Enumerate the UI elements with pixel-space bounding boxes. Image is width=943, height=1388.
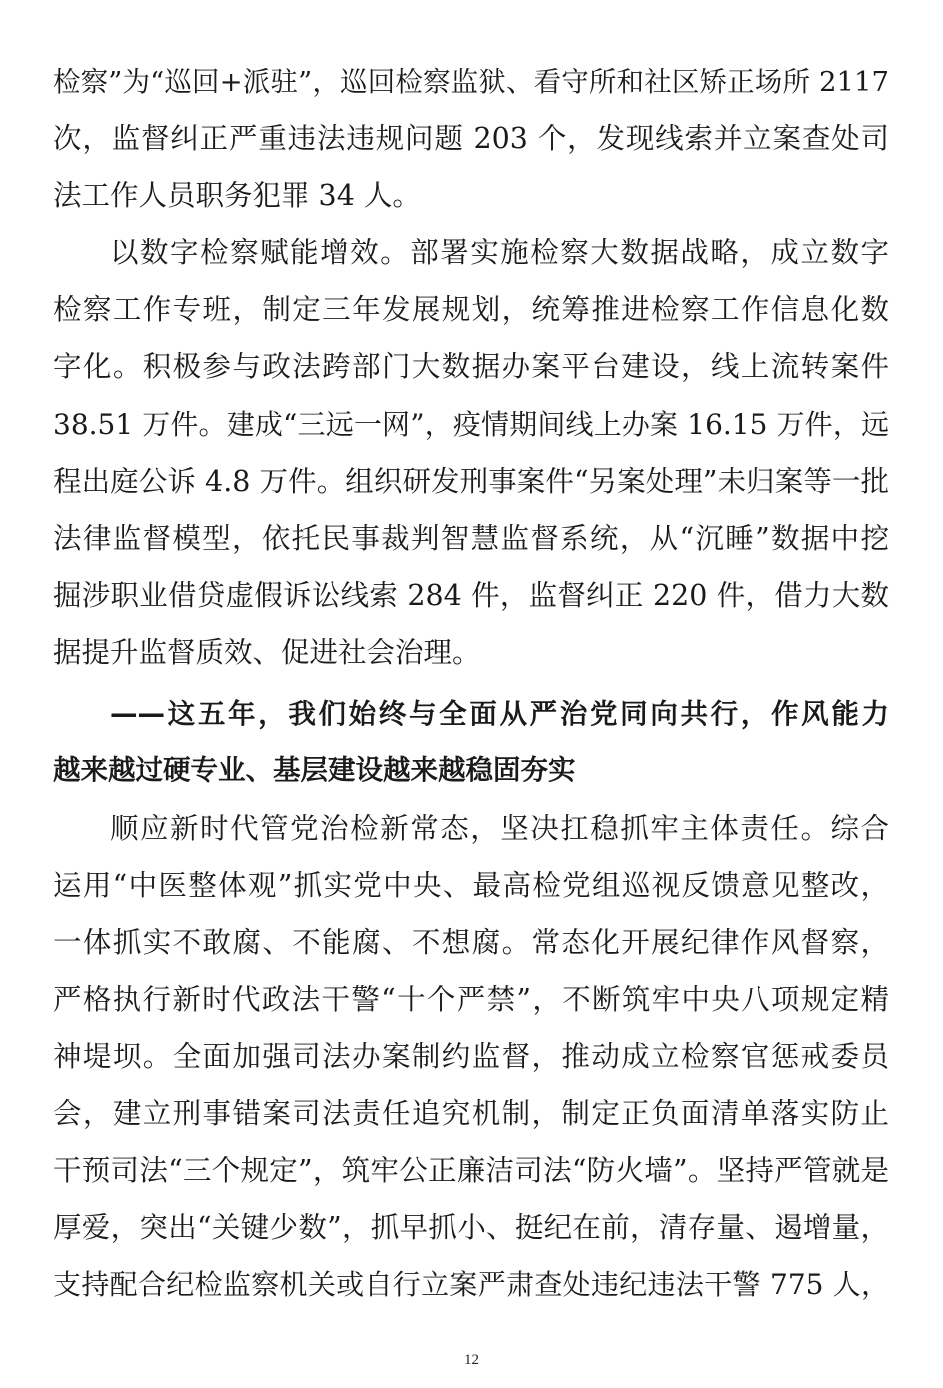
text-line: 字化。积极参与政法跨部门大数据办案平台建设，线上流转案件 bbox=[53, 350, 889, 383]
text-line: 掘涉职业借贷虚假诉讼线索 284 件，监督纠正 220 件，借力大数 bbox=[53, 579, 889, 612]
text-line: 严格执行新时代政法干警“十个严禁”，不断筑牢中央八项规定精 bbox=[53, 983, 889, 1016]
text-line: 检察”为“巡回+派驻”，巡回检察监狱、看守所和社区矫正场所 2117 bbox=[53, 66, 889, 98]
text-line: 会，建立刑事错案司法责任追究机制，制定正负面清单落实防止 bbox=[53, 1097, 889, 1130]
text-line: 次，监督纠正严重违法违规问题 203 个，发现线索并立案查处司 bbox=[53, 122, 889, 155]
section-heading: ——这五年，我们始终与全面从严治党同向共行，作风能力 bbox=[110, 698, 889, 730]
text-line: 支持配合纪检监察机关或自行立案严肃查处违纪违法干警 775 人， bbox=[53, 1268, 889, 1301]
text-line: 干预司法“三个规定”，筑牢公正廉洁司法“防火墙”。坚持严管就是 bbox=[53, 1154, 889, 1187]
text-line: 一体抓实不敢腐、不能腐、不想腐。常态化开展纪律作风督察， bbox=[53, 926, 889, 959]
text-line: 神堤坝。全面加强司法办案制约监督，推动成立检察官惩戒委员 bbox=[53, 1040, 889, 1073]
text-line: 检察工作专班，制定三年发展规划，统筹推进检察工作信息化数 bbox=[53, 293, 889, 326]
text-line: 38.51 万件。建成“三远一网”，疫情期间线上办案 16.15 万件，远 bbox=[53, 408, 889, 441]
text-line: 程出庭公诉 4.8 万件。组织研发刑事案件“另案处理”未归案等一批 bbox=[53, 465, 889, 498]
text-line: 法工作人员职务犯罪 34 人。 bbox=[53, 179, 421, 212]
text-line: 据提升监督质效、促进社会治理。 bbox=[53, 636, 481, 669]
paragraph-first-line: 以数字检察赋能增效。部署实施检察大数据战略，成立数字 bbox=[110, 236, 889, 269]
paragraph-first-line: 顺应新时代管党治检新常态，坚决扛稳抓牢主体责任。综合 bbox=[110, 812, 889, 845]
text-line: 运用“中医整体观”抓实党中央、最高检党组巡视反馈意见整改， bbox=[53, 869, 889, 902]
text-line: 法律监督模型，依托民事裁判智慧监督系统，从“沉睡”数据中挖 bbox=[53, 522, 889, 555]
text-line: 厚爱，突出“关键少数”，抓早抓小、挺纪在前，清存量、遏增量， bbox=[53, 1211, 889, 1244]
section-heading: 越来越过硬专业、基层建设越来越稳固夯实 bbox=[53, 754, 576, 786]
page-number: 12 bbox=[464, 1352, 479, 1368]
